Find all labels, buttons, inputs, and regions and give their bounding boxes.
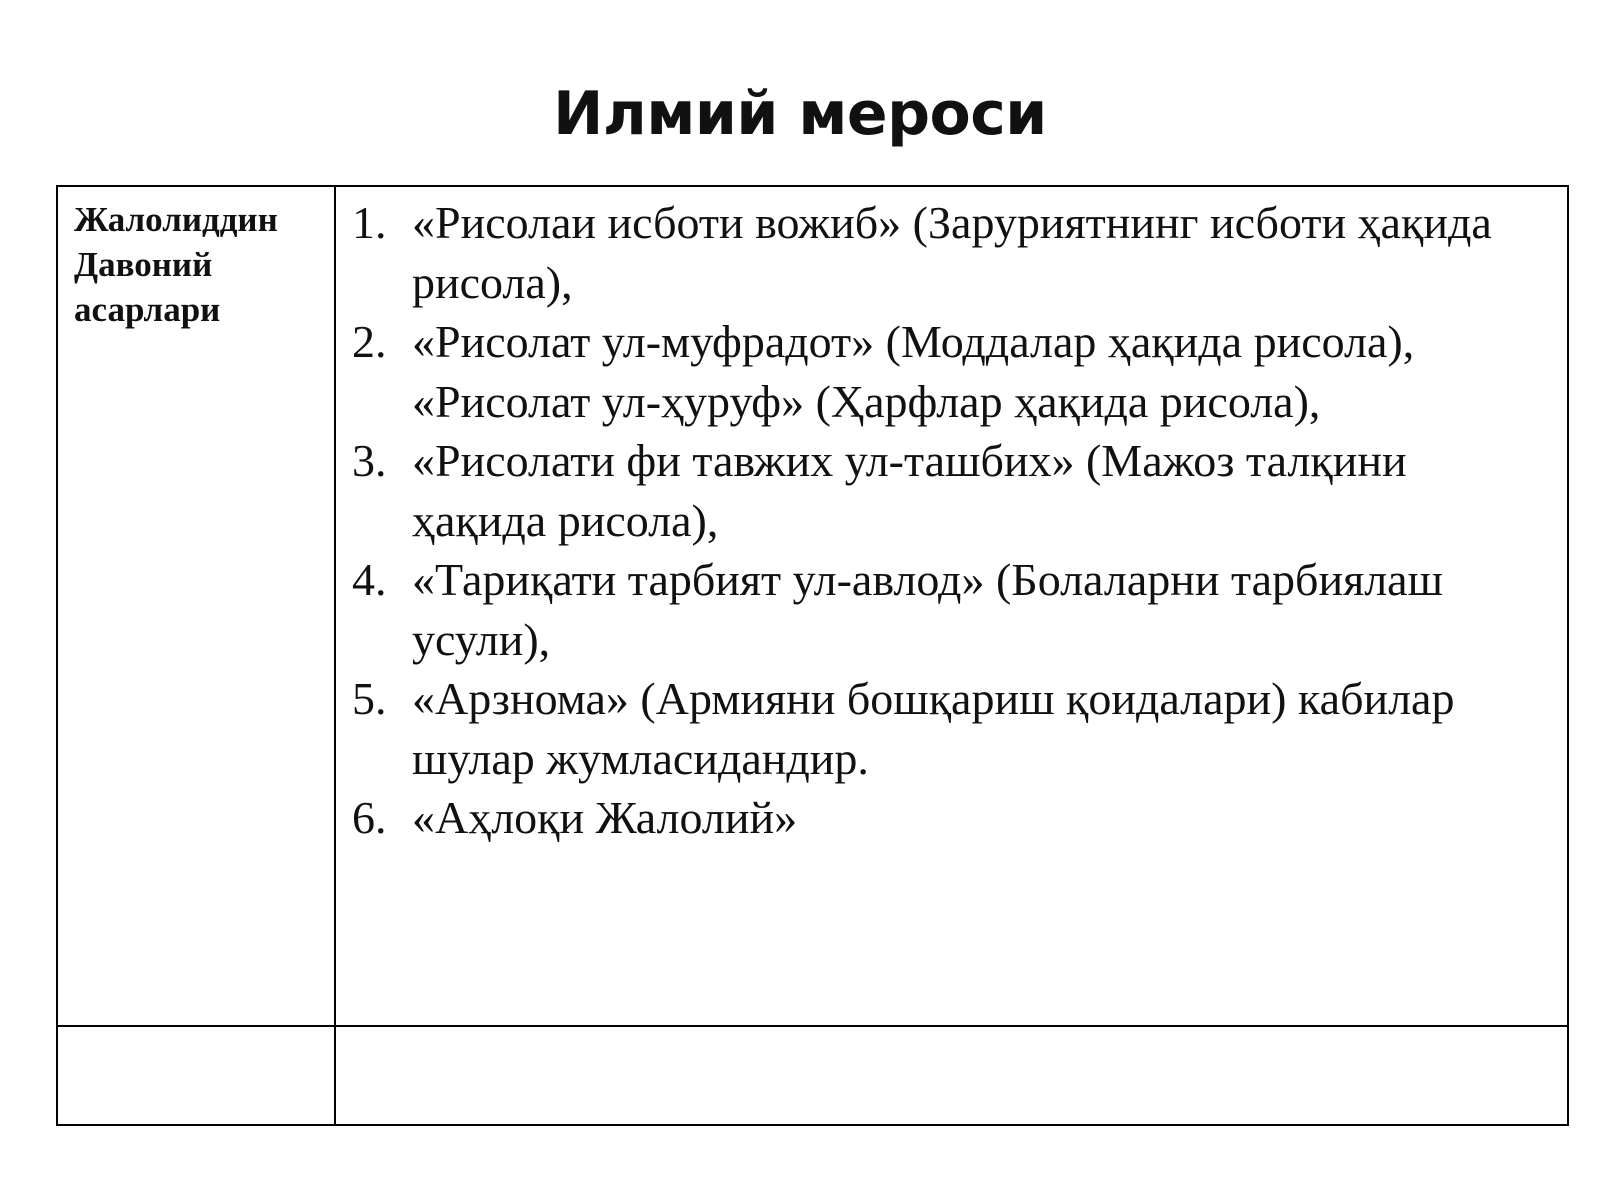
item-text: «Тариқати тарбият ул-авлод» (Болаларни тарбиялаш усули), — [412, 554, 1444, 665]
works-list — [336, 187, 1567, 848]
item-number: 3. — [352, 435, 387, 486]
empty-cell — [57, 1026, 335, 1125]
item-number: 2. — [352, 316, 387, 367]
item-number: 6. — [352, 792, 387, 843]
empty-cell — [335, 1026, 1568, 1125]
works-list-cell — [335, 186, 1568, 1026]
author-line: Давоний — [74, 245, 213, 284]
item-text: «Арзнома» (Армияни бошқариш қоидалари) кабилар шулар жумласидандир. — [412, 673, 1455, 784]
author-line: Жалолиддин — [74, 200, 278, 239]
list-item — [352, 669, 1543, 788]
item-text: «Рисолат ул-муфрадот» (Моддалар ҳақида рисола), «Рисолат ул-ҳуруф» (Ҳарфлар ҳақида рисола), — [412, 316, 1415, 427]
list-item — [352, 788, 1543, 848]
item-text: «Рисолати фи тавжих ул-ташбих» (Мажоз талқини ҳақида рисола), — [412, 435, 1407, 546]
works-table — [56, 185, 1569, 1126]
table-row — [57, 186, 1568, 1026]
item-text: «Аҳлоқи Жалолий» — [412, 792, 798, 843]
table-row — [57, 1026, 1568, 1125]
author-cell — [57, 186, 335, 1026]
list-item — [352, 550, 1543, 669]
author-line: асарлари — [74, 290, 221, 329]
list-item — [352, 312, 1543, 431]
item-text: «Рисолаи исботи вожиб» (Заруриятнинг исботи ҳақида рисола), — [412, 197, 1492, 308]
list-item — [352, 193, 1543, 312]
slide-title: Илмий мероси — [553, 79, 1047, 149]
item-number: 1. — [352, 197, 387, 248]
item-number: 4. — [352, 554, 387, 605]
item-number: 5. — [352, 673, 387, 724]
list-item — [352, 431, 1543, 550]
